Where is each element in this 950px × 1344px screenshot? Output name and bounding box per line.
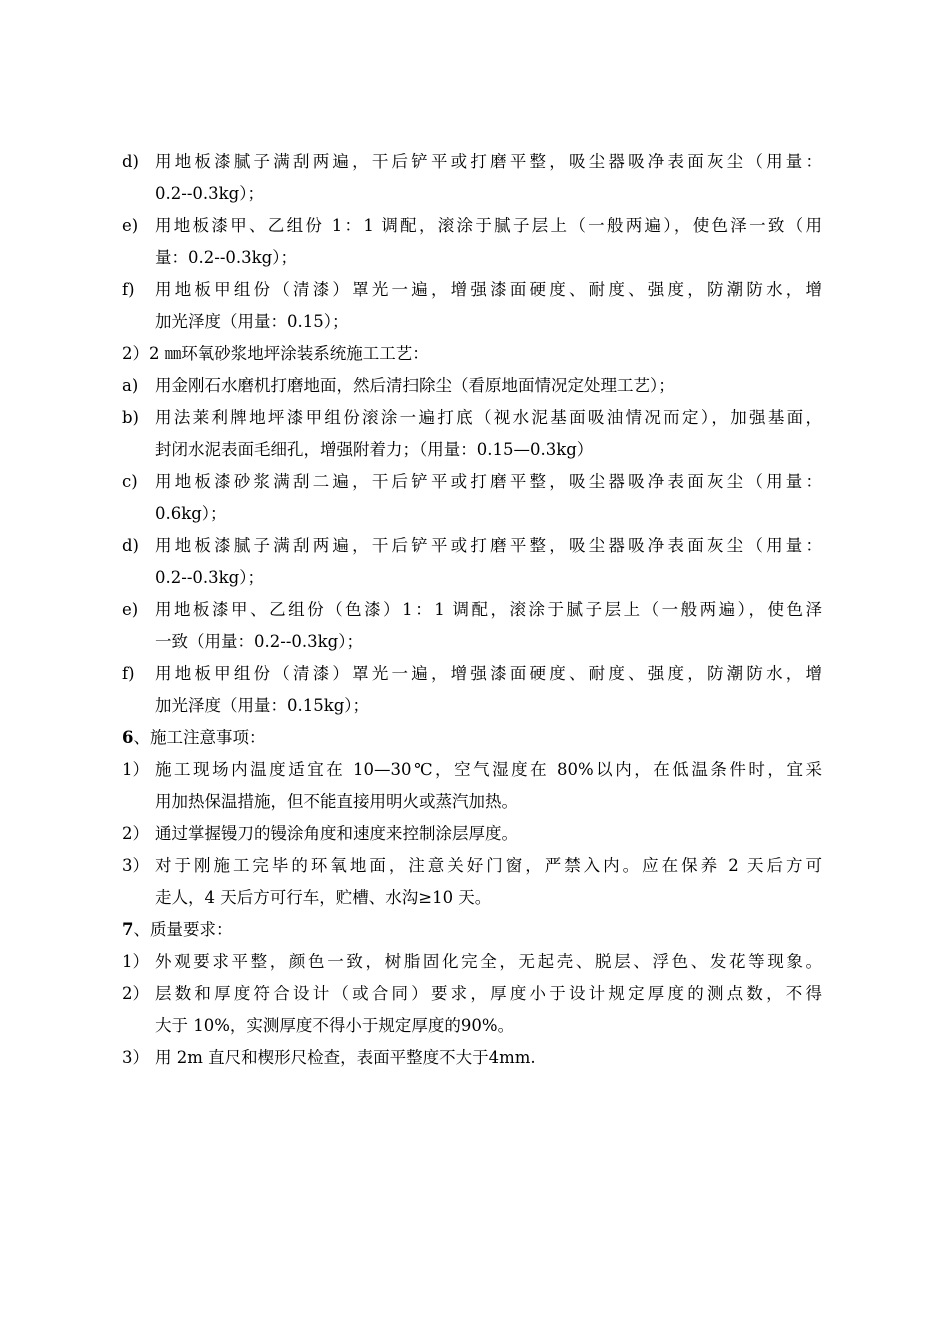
list-marker: b) [122, 408, 139, 427]
line-text: 、施工注意事项： [133, 728, 266, 747]
list-marker: 3） [122, 1048, 149, 1067]
list-marker: 1） [122, 760, 149, 779]
text-line [122, 594, 822, 626]
line-text: 用 2m 直尺和楔形尺检查，表面平整度不大于4mm. [155, 1048, 536, 1067]
line-text: 0.2--0.3kg）； [155, 184, 264, 203]
line-text: 用金刚石水磨机打磨地面，然后清扫除尘（看原地面情况定处理工艺）； [155, 376, 675, 395]
list-marker: e) [122, 216, 139, 235]
text-line [122, 178, 822, 210]
list-marker: e) [122, 600, 139, 619]
list-marker: a) [122, 376, 139, 395]
text-line [122, 946, 822, 978]
list-marker: 3） [122, 856, 149, 875]
list-marker: c) [122, 472, 138, 491]
text-line [122, 306, 822, 338]
text-line [122, 242, 822, 274]
line-text: 用地板漆甲、乙组份 1：1 调配，滚涂于腻子层上（一般两遍），使色泽一致（用 [155, 216, 822, 235]
text-line [122, 338, 822, 370]
list-marker: f) [122, 664, 135, 683]
text-line [122, 530, 822, 562]
text-line [122, 722, 822, 754]
line-text: 用加热保温措施，但不能直接用明火或蒸汽加热。 [155, 792, 518, 811]
text-line [122, 882, 822, 914]
list-marker: 2） [122, 824, 149, 843]
text-line [122, 274, 822, 306]
text-line [122, 1042, 822, 1074]
text-line [122, 626, 822, 658]
text-line [122, 562, 822, 594]
list-marker: d) [122, 152, 139, 171]
line-text: 外观要求平整，颜色一致，树脂固化完全，无起壳、脱层、浮色、发花等现象。 [155, 952, 822, 971]
list-marker: 2） [122, 984, 149, 1003]
line-text: 封闭水泥表面毛细孔，增强附着力；（用量：0.15—0.3kg） [155, 440, 594, 459]
line-text: 量：0.2--0.3kg）； [155, 248, 297, 267]
text-line [122, 914, 822, 946]
line-text: 用法莱利牌地坪漆甲组份滚涂一遍打底（视水泥基面吸油情况而定），加强基面， [155, 408, 822, 427]
text-line [122, 690, 822, 722]
line-text: 一致（用量：0.2--0.3kg）； [155, 632, 363, 651]
line-text: 用地板漆砂浆满刮二遍，干后铲平或打磨平整，吸尘器吸净表面灰尘（用量： [155, 472, 822, 491]
text-line [122, 210, 822, 242]
line-text: 走人，4 天后方可行车，贮槽、水沟≥10 天。 [155, 888, 492, 907]
text-line [122, 434, 822, 466]
text-line [122, 754, 822, 786]
line-text: 用地板甲组份（清漆）罩光一遍，增强漆面硬度、耐度、强度，防潮防水，增 [155, 280, 822, 299]
line-text: 加光泽度（用量：0.15）； [155, 312, 349, 331]
line-text: 对于刚施工完毕的环氧地面，注意关好门窗，严禁入内。应在保养 2 天后方可 [155, 856, 822, 875]
text-line [122, 978, 822, 1010]
line-text: 层数和厚度符合设计（或合同）要求，厚度小于设计规定厚度的测点数，不得 [155, 984, 822, 1003]
line-text: 0.2--0.3kg）； [155, 568, 264, 587]
text-line [122, 818, 822, 850]
line-text: 施工现场内温度适宜在 10—30℃，空气湿度在 80%以内，在低温条件时，宜采 [155, 760, 822, 779]
text-line [122, 786, 822, 818]
text-line [122, 402, 822, 434]
line-text: 加光泽度（用量：0.15kg）； [155, 696, 370, 715]
document-body [122, 146, 822, 1074]
line-text: 0.6kg）； [155, 504, 227, 523]
text-line [122, 850, 822, 882]
line-text: 用地板甲组份（清漆）罩光一遍，增强漆面硬度、耐度、强度，防潮防水，增 [155, 664, 822, 683]
list-marker: 1） [122, 952, 149, 971]
section-number: 7 [122, 920, 134, 939]
text-line [122, 658, 822, 690]
line-text: 用地板漆甲、乙组份（色漆）1：1 调配，滚涂于腻子层上（一般两遍），使色泽 [155, 600, 822, 619]
line-text: 用地板漆腻子满刮两遍，干后铲平或打磨平整，吸尘器吸净表面灰尘（用量： [155, 152, 822, 171]
text-line [122, 146, 822, 178]
line-text: 用地板漆腻子满刮两遍，干后铲平或打磨平整，吸尘器吸净表面灰尘（用量： [155, 536, 822, 555]
list-marker: f) [122, 280, 135, 299]
line-text: 大于 10%，实测厚度不得小于规定厚度的90%。 [155, 1016, 515, 1035]
line-text: 2）2 ㎜环氧砂浆地坪涂装系统施工工艺： [122, 344, 429, 363]
section-number: 6 [122, 728, 134, 747]
text-line [122, 1010, 822, 1042]
text-line [122, 498, 822, 530]
line-text: 、质量要求： [133, 920, 233, 939]
list-marker: d) [122, 536, 139, 555]
line-text: 通过掌握镘刀的镘涂角度和速度来控制涂层厚度。 [155, 824, 518, 843]
text-line [122, 370, 822, 402]
text-line [122, 466, 822, 498]
